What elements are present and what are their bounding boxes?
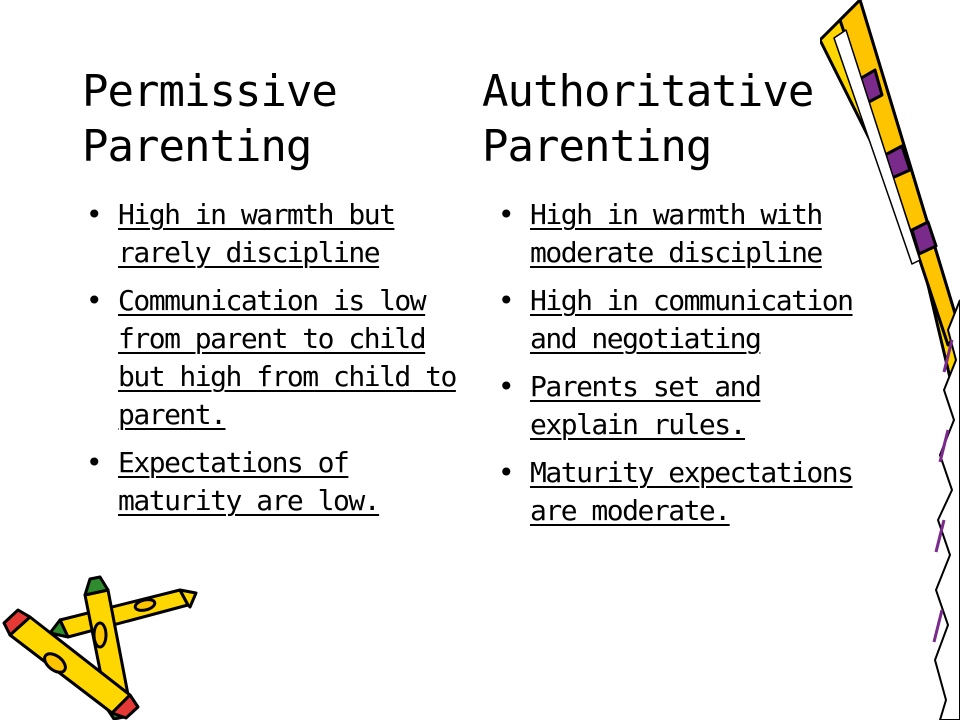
authoritative-parenting-title: Authoritative Parenting [482,66,814,172]
bullet-item [82,444,462,520]
bullet-icon: • [86,198,102,231]
bullet-item [494,196,874,272]
bullet-icon: • [498,284,514,317]
permissive-bullet-list [82,196,462,530]
bullet-text[interactable]: High in communication and negotiating [530,284,853,355]
bullet-text[interactable]: High in warmth but rarely discipline [118,198,395,269]
bullet-text[interactable]: Parents set and explain rules. [530,370,761,441]
crayons-clipart [0,575,200,720]
bullet-item [494,368,874,444]
authoritative-bullet-list [494,196,874,540]
bullet-icon: • [86,446,102,479]
bullet-text[interactable]: Expectations of maturity are low. [118,446,380,517]
bullet-text[interactable]: High in warmth with moderate discipline [530,198,822,269]
pencil-clipart [820,0,960,720]
bullet-item [494,282,874,358]
bullet-icon: • [498,370,514,403]
bullet-icon: • [498,198,514,231]
bullet-item [494,454,874,530]
bullet-item [82,196,462,272]
bullet-text[interactable]: Communication is low from parent to child but high from child to parent. [118,284,456,431]
bullet-item [82,282,462,434]
permissive-parenting-title: Permissive Parenting [82,66,337,172]
bullet-icon: • [86,284,102,317]
bullet-text[interactable]: Maturity expectations are moderate. [530,456,853,527]
bullet-icon: • [498,456,514,489]
